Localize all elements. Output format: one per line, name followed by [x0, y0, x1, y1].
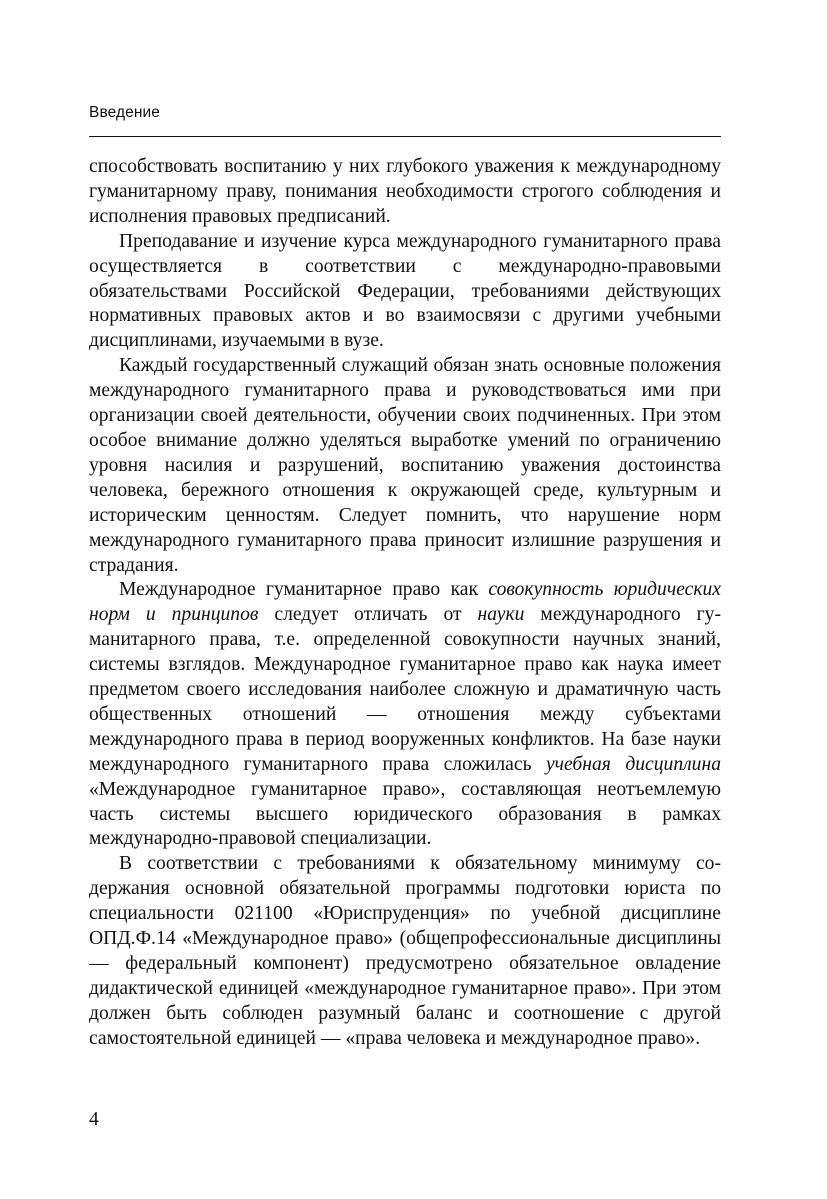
emphasized-text: учебная дисциплина	[545, 753, 721, 775]
text-run: «Международное гуманитарное право», составляющая неотъемлемую часть системы высшего юридического образования в рамках международно-правовой специализации.	[89, 778, 721, 850]
text-run: следует отличать от	[258, 604, 478, 626]
header-title: Введение	[89, 104, 160, 121]
text-run: Каждый государственный служащий обязан знать основные положения международного гуманитарного права и руководствоваться ими при организации своей деятельности, обучении своих подчиненных. При этом особое внимание должно уделяться выработке умений по ограничению уровня насилия и разрушений, воспитанию уважения достоинства человека, бережного отношения к окружающей среде, культурным и историческим ценностям. Следует помнить, что нарушение норм международного гуманитарного права приносит излишние разрушения и страдания.	[89, 355, 721, 576]
running-header	[89, 103, 721, 137]
text-run: В соответствии с требованиями к обязательному минимуму содержания основной обязательной программы подготовки юриста по специальности 021100 «Юриспруденция» по учебной дисциплине ОПД.Ф.14 «Международное право» (общепрофессиональные дисциплины — федеральный компонент) предусмотрено обязательное овладение дидактической единицей «международное гуманитарное право». При этом должен быть соблюден разумный баланс и соотношение с другой самостоятельной единицей — «права человека и международное право».	[89, 853, 721, 1049]
paragraph	[89, 230, 721, 355]
text-run: способствовать воспитанию у них глубокого уважения к международному гуманитарному праву, понимания необходимости строгого соблюдения и исполнения правовых предписаний.	[89, 156, 721, 227]
text-run: Преподавание и изучение курса международного гуманитарного права осуществляется в соответствии с международно-правовыми обязательствами Российской Федерации, требованиями действующих нормативных правовых актов и во взаимосвязи с другими учебными дисциплинами, изучаемыми в вузе.	[89, 230, 721, 352]
emphasized-text: науки	[477, 604, 525, 626]
text-run: Международное гуманитарное право как	[119, 579, 489, 601]
body-text	[89, 155, 721, 1052]
paragraph	[89, 852, 721, 1051]
emphasized-text: совокупность юридических норм и принципов	[89, 579, 721, 626]
text-run: международного гуманитарного права, т.е. определенной совокупности научных знаний, системы взглядов. Международное гуманитарное право как наука имеет предметом своего исследования наиболее сложную и драматичную часть общественных отношений — отношения между субъектами международного права в период вооруженных конфликтов. На базе науки международного гуманитарного права сложилась	[89, 604, 721, 775]
paragraph	[89, 155, 721, 230]
paragraph	[89, 354, 721, 578]
page-number: 4	[89, 1109, 99, 1130]
paragraph	[89, 578, 721, 852]
